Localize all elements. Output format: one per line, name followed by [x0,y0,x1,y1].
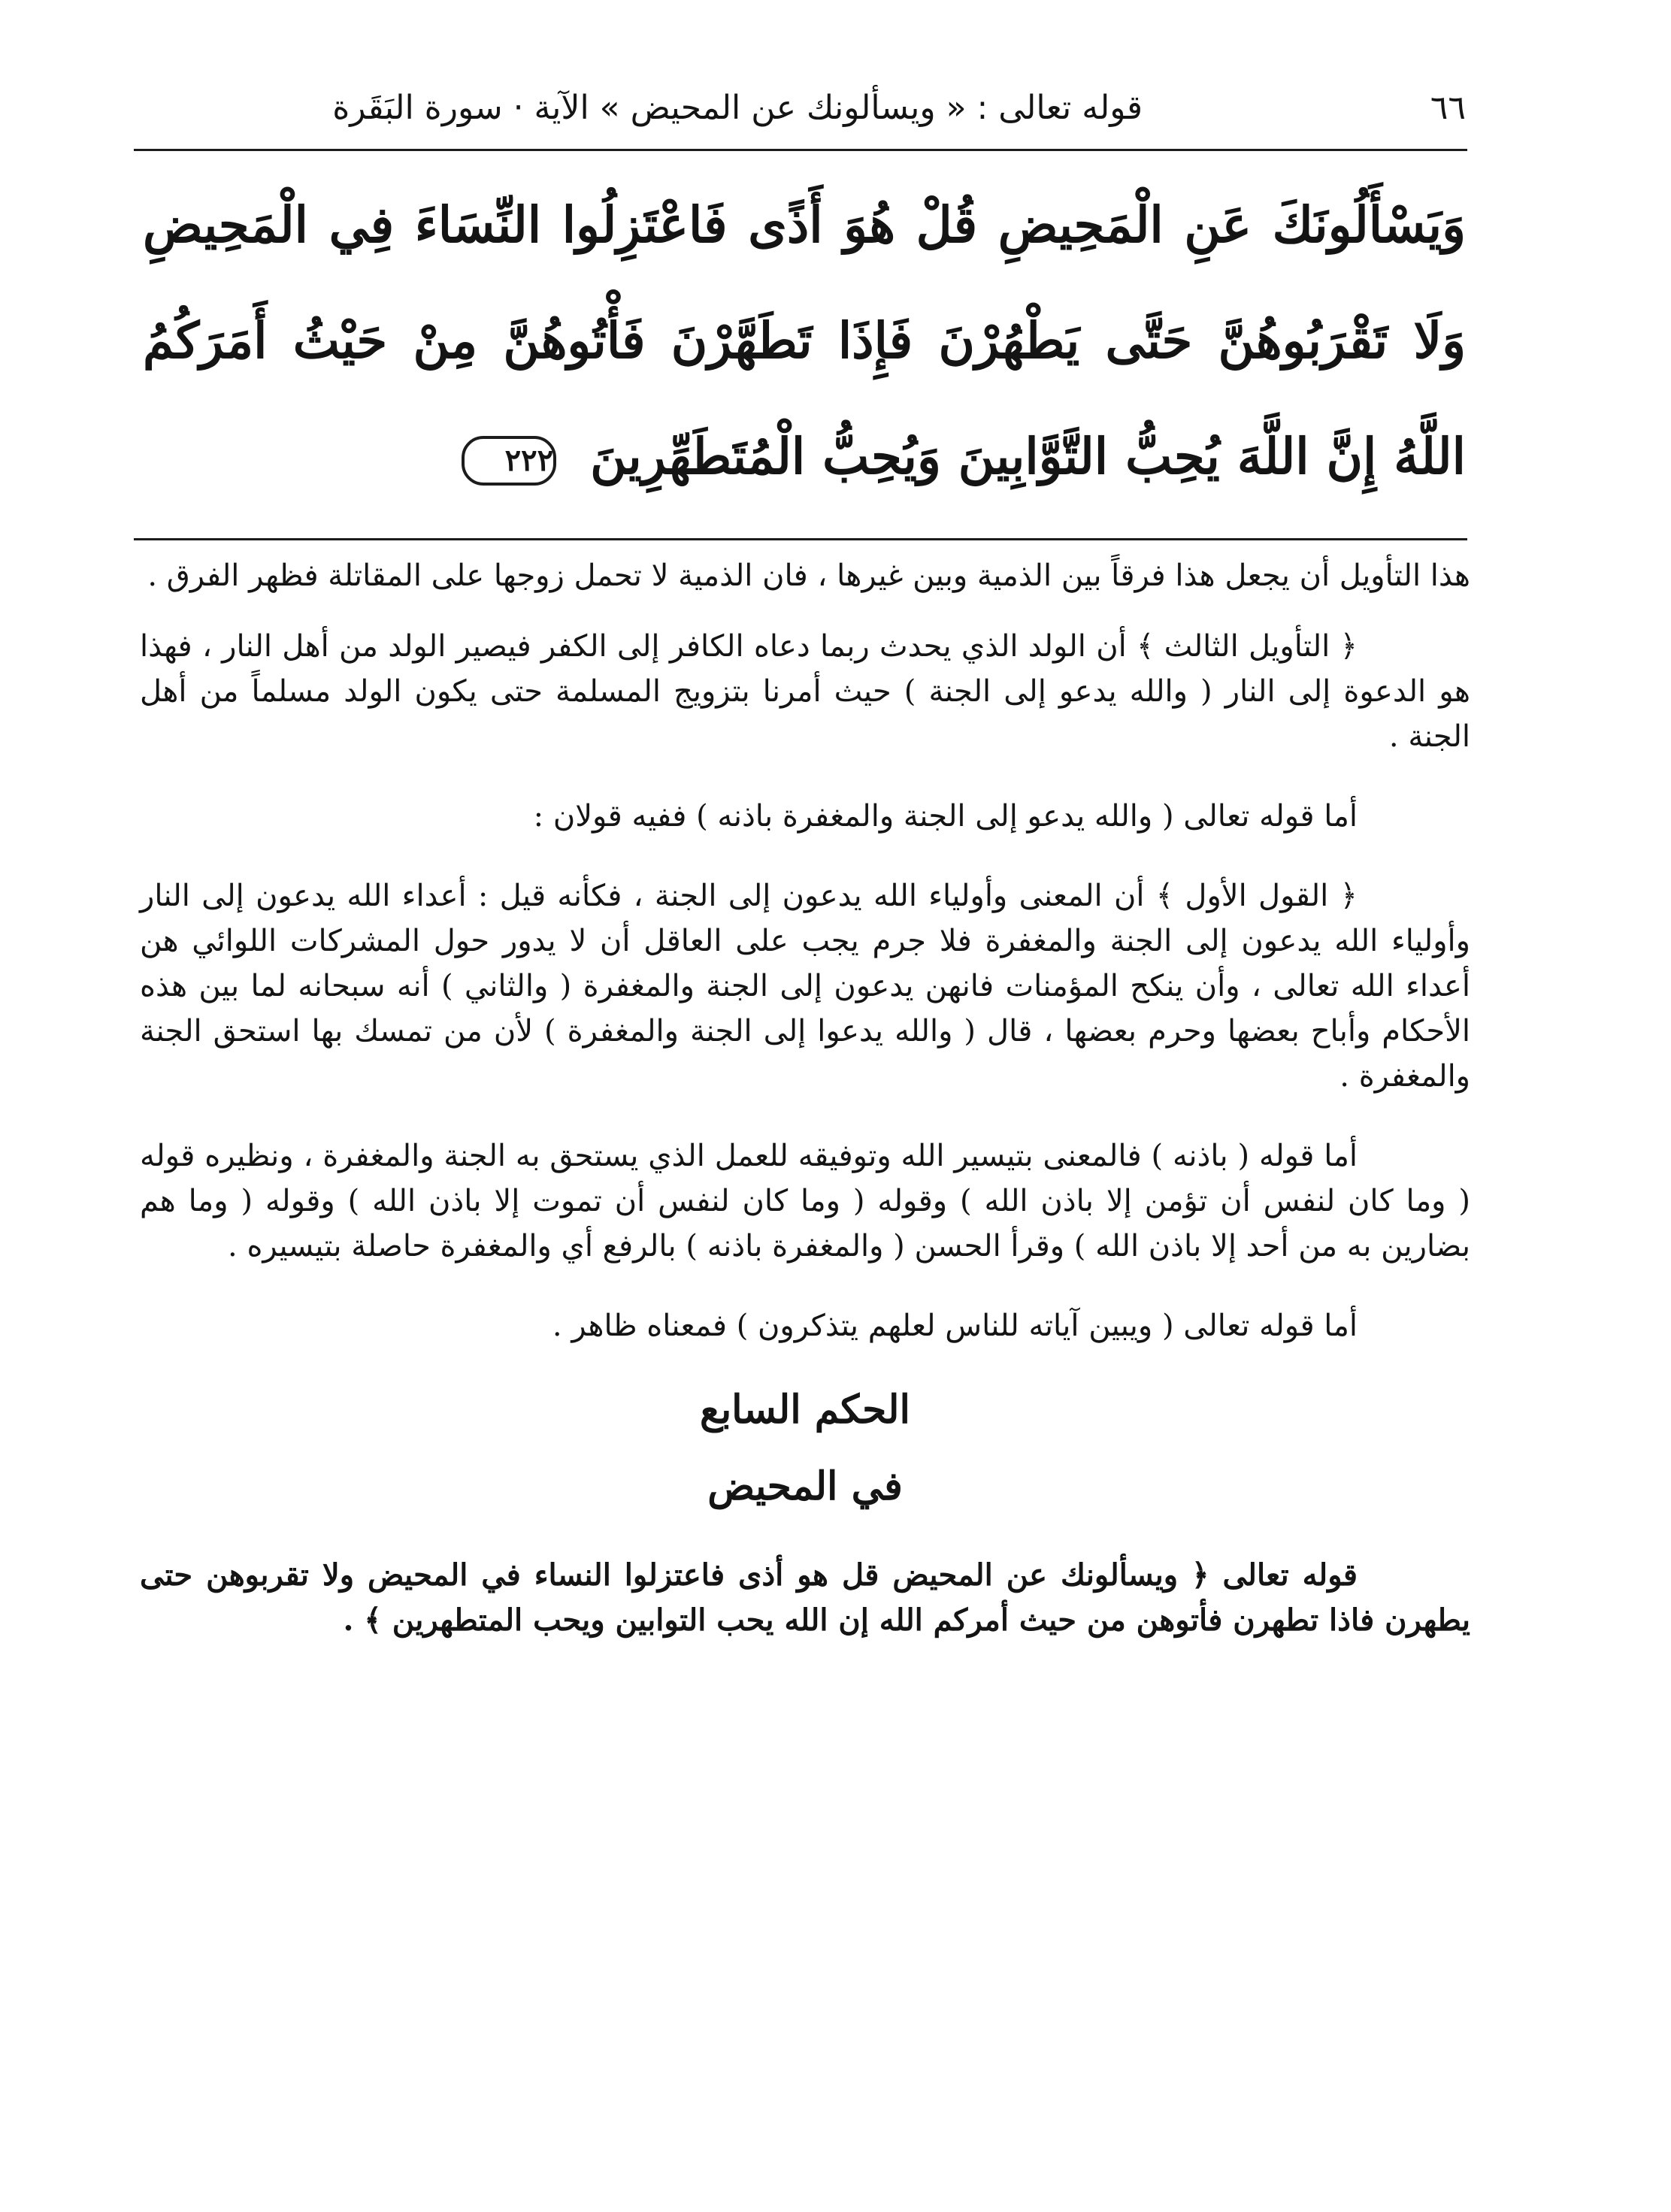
paragraph-7: قوله تعالى ﴿ ويسألونك عن المحيض قل هو أذى فاعتزلوا النساء في المحيض ولا تقربوهن حتى يطهرن فاذا تطهرن فأتوهن من حيث أمركم الله إن الله يحب التوابين ويحب المتطهرين ﴾ . [140,1557,1470,1638]
paragraph-6: أما قوله تعالى ( ويبين آياته للناس لعلهم يتذكرون ) فمعناه ظاهر . [552,1309,1358,1343]
paragraph-3: أما قوله تعالى ( والله يدعو إلى الجنة والمغفرة باذنه ) ففيه قولان : [533,799,1358,834]
verse-text: وَيَسْأَلُونَكَ عَنِ الْمَحِيضِ قُلْ هُوَ أَذًى فَاعْتَزِلُوا النِّسَاءَ فِي الْمَحِيضِ وَلَا تَقْرَبُوهُنَّ حَتَّى يَطْهُرْنَ فَإِذَا تَطَهَّرْنَ فَأْتُوهُنَّ مِنْ حَيْثُ أَمَرَكُمُ اللَّهُ إِنَّ اللَّهَ يُحِبُّ التَّوَّابِينَ وَيُحِبُّ الْمُتَطَهِّرِينَ [143,195,1466,486]
section-heading: الحكم السابع [700,1387,910,1433]
section-subheading: في المحيض [707,1463,903,1509]
running-title: قوله تعالى : « ويسألونك عن المحيض » الآية · سورة البَقَرة [332,89,1143,127]
verse-number-marker: ٢٢٢ [462,436,556,486]
page-number: ٦٦ [1430,89,1466,127]
quran-verse [143,167,1466,514]
paragraph-1: هذا التأويل أن يجعل هذا فرقاً بين الذمية وبين غيرها ، فان الذمية لا تحمل زوجها على المقاتلة فظهر الفرق . [147,558,1470,593]
header-rule [134,149,1467,151]
paragraph-5: أما قوله ( باذنه ) فالمعنى بتيسير الله وتوفيقه للعمل الذي يستحق به الجنة والمغفرة ، ونظيره قوله ( وما كان لنفس أن تؤمن إلا باذن الله ) وقوله ( وما كان لنفس أن تموت إلا باذن الله ) وقوله ( وما هم بضارين به من أحد إلا باذن الله ) وقرأ الحسن ( والمغفرة باذنه ) بالرفع أي والمغفرة حاصلة بتيسيره . [140,1139,1470,1263]
paragraph-4: ﴿ القول الأول ﴾ أن المعنى وأولياء الله يدعون إلى الجنة ، فكأنه قيل : أعداء الله يدعون إلى النار وأولياء الله يدعون إلى الجنة والمغفرة فلا جرم يجب على العاقل أن لا يدور حول المشركات اللوائي هن أعداء الله تعالى ، وأن ينكح المؤمنات فانهن يدعون إلى الجنة والمغفرة ( والثاني ) أنه سبحانه لما بين هذه الأحكام وأباح بعضها وحرم بعضها ، قال ( والله يدعوا إلى الجنة والمغفرة ) لأن من تمسك بها استحق الجنة والمغفرة . [140,879,1470,1094]
paragraph-2: ﴿ التأويل الثالث ﴾ أن الولد الذي يحدث ربما دعاه الكافر إلى الكفر فيصير الولد من أهل النار ، فهذا هو الدعوة إلى النار ( والله يدعو إلى الجنة ) حيث أمرنا بتزويج المسلمة حتى يكون الولد مسلماً من أهل الجنة . [140,629,1470,754]
running-header [135,89,1466,141]
verse-divider [134,538,1467,540]
commentary-body [140,553,1470,1643]
